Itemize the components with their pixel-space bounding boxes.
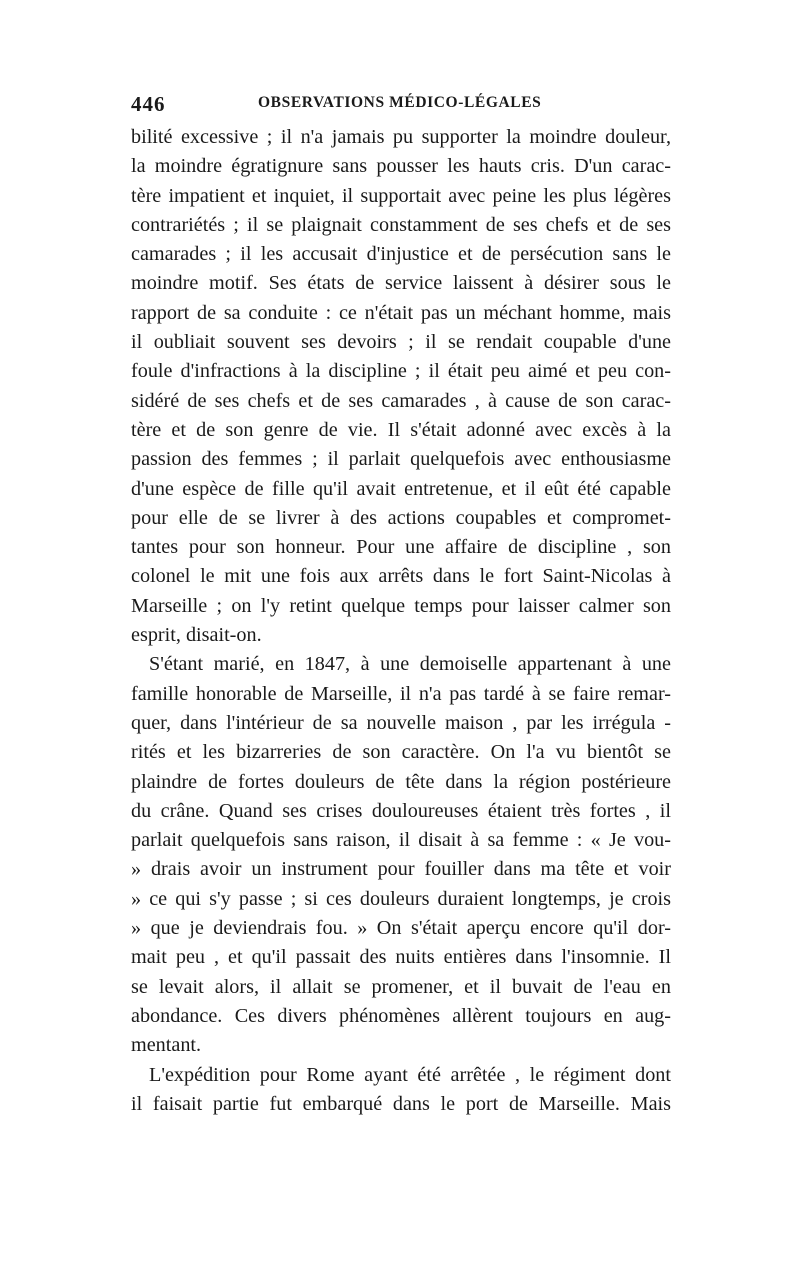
paragraph-end-line: esprit, disait-on. [131,624,262,647]
text-line: du crâne. Quand ses crises douloureuses étaient très fortes , il [131,799,671,822]
text-line: moindre motif. Ses états de service laissent à désirer sous le [131,272,671,295]
text-line: la moindre égratignure sans pousser les hauts cris. D'un carac- [131,155,671,178]
text-line: » drais avoir un instrument pour fouiller dans ma tête et voir [131,858,671,881]
text-line: abondance. Ces divers phénomènes allèrent toujours en aug- [131,1004,671,1027]
text-line: tantes pour son honneur. Pour une affaire de discipline , son [131,536,671,559]
paragraph-start-line: L'expédition pour Rome ayant été arrêtée , le régiment dont [149,1063,671,1086]
text-line: camarades ; il les accusait d'injustice et de persécution sans le [131,243,671,266]
text-line: passion des femmes ; il parlait quelquefois avec enthousiasme [131,448,671,471]
text-line: rités et les bizarreries de son caractère. On l'a vu bientôt se [131,741,671,764]
text-line: il faisait partie fut embarqué dans le port de Marseille. Mais [131,1092,671,1115]
text-line: parlait quelquefois sans raison, il disait à sa femme : « Je vou- [131,829,671,852]
text-line: il oubliait souvent ses devoirs ; il se rendait coupable d'une [131,331,671,354]
text-line: pour elle de se livrer à des actions coupables et compromet- [131,506,671,529]
text-line: bilité excessive ; il n'a jamais pu supporter la moindre douleur, [131,126,671,148]
text-line: se levait alors, il allait se promener, et il buvait de l'eau en [131,975,671,998]
page-number: 446 [131,92,166,116]
text-line: tère et de son genre de vie. Il s'était adonné avec excès à la [131,418,671,441]
text-line: » ce qui s'y passe ; si ces douleurs duraient longtemps, je crois [131,887,671,910]
text-line: rapport de sa conduite : ce n'était pas un méchant homme, mais [131,301,671,324]
body-text [131,123,671,1119]
text-line: plaindre de fortes douleurs de tête dans la région postérieure [131,770,671,793]
paragraph-start-line: S'étant marié, en 1847, à une demoiselle appartenant à une [149,653,671,676]
text-line: colonel le mit une fois aux arrêts dans le fort Saint-Nicolas à [131,565,671,588]
text-line: quer, dans l'intérieur de sa nouvelle maison , par les irrégula - [131,711,671,734]
text-line: Marseille ; on l'y retint quelque temps pour laisser calmer son [131,594,671,617]
text-line: mait peu , et qu'il passait des nuits entières dans l'insomnie. Il [131,946,671,969]
paragraph-end-line: mentant. [131,1034,202,1057]
text-line: d'une espèce de fille qu'il avait entretenue, et il eût été capable [131,477,671,500]
text-line: » que je deviendrais fou. » On s'était aperçu encore qu'il dor- [131,917,671,940]
text-line: famille honorable de Marseille, il n'a pas tardé à se faire remar- [131,682,671,705]
text-line: tère impatient et inquiet, il supportait avec peine les plus légères [131,184,671,207]
text-line: sidéré de ses chefs et de ses camarades , à cause de son carac- [131,389,671,412]
running-head: OBSERVATIONS MÉDICO-LÉGALES [258,94,542,111]
text-line: foule d'infractions à la discipline ; il était peu aimé et peu con- [131,360,671,383]
text-line: contrariétés ; il se plaignait constamment de ses chefs et de ses [131,213,671,236]
page-header [131,92,671,120]
